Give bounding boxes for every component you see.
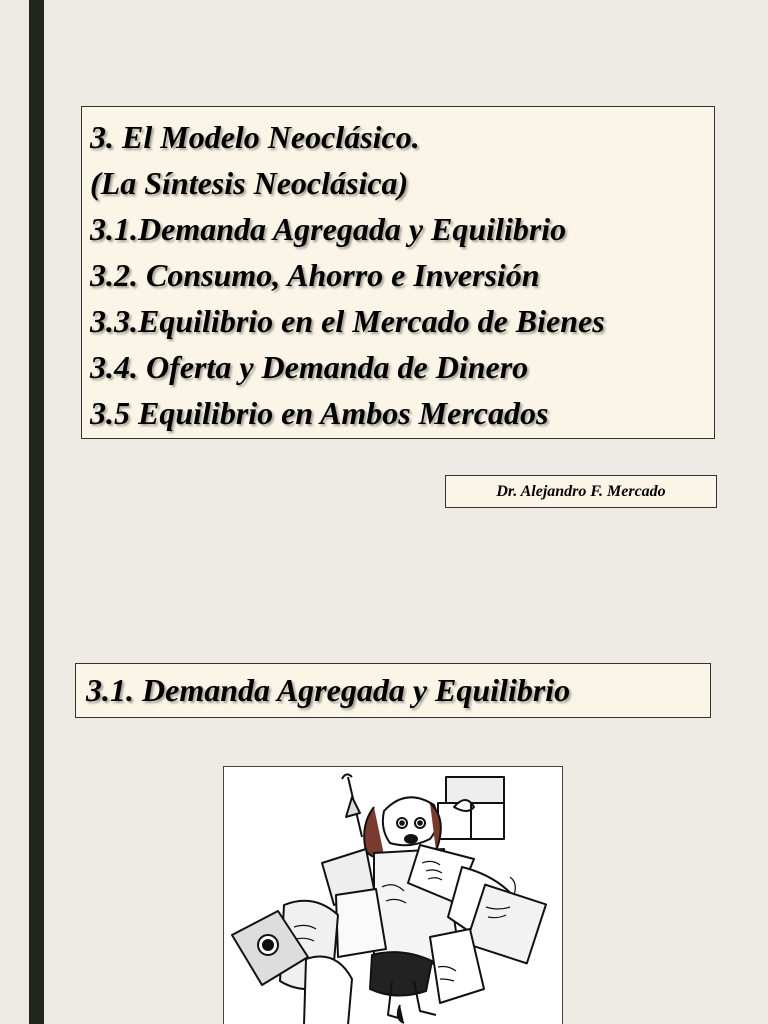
title-line-7: 3.5 Equilibrio en Ambos Mercados	[90, 395, 549, 431]
shopper-cartoon-icon	[223, 766, 563, 1024]
title-line-1: 3. El Modelo Neoclásico.	[90, 119, 420, 155]
author-label: Dr. Alejandro F. Mercado	[445, 475, 717, 508]
title-line-4: 3.2. Consumo, Ahorro e Inversión	[90, 257, 540, 293]
contents-title-box	[81, 106, 715, 439]
title-line-6: 3.4. Oferta y Demanda de Dinero	[90, 349, 529, 385]
title-line-5: 3.3.Equilibrio en el Mercado de Bienes	[90, 303, 605, 339]
side-accent-bar	[29, 0, 44, 1024]
section-heading: 3.1. Demanda Agregada y Equilibrio	[75, 663, 711, 718]
title-line-3: 3.1.Demanda Agregada y Equilibrio	[90, 211, 567, 247]
title-line-2: (La Síntesis Neoclásica)	[90, 165, 409, 201]
